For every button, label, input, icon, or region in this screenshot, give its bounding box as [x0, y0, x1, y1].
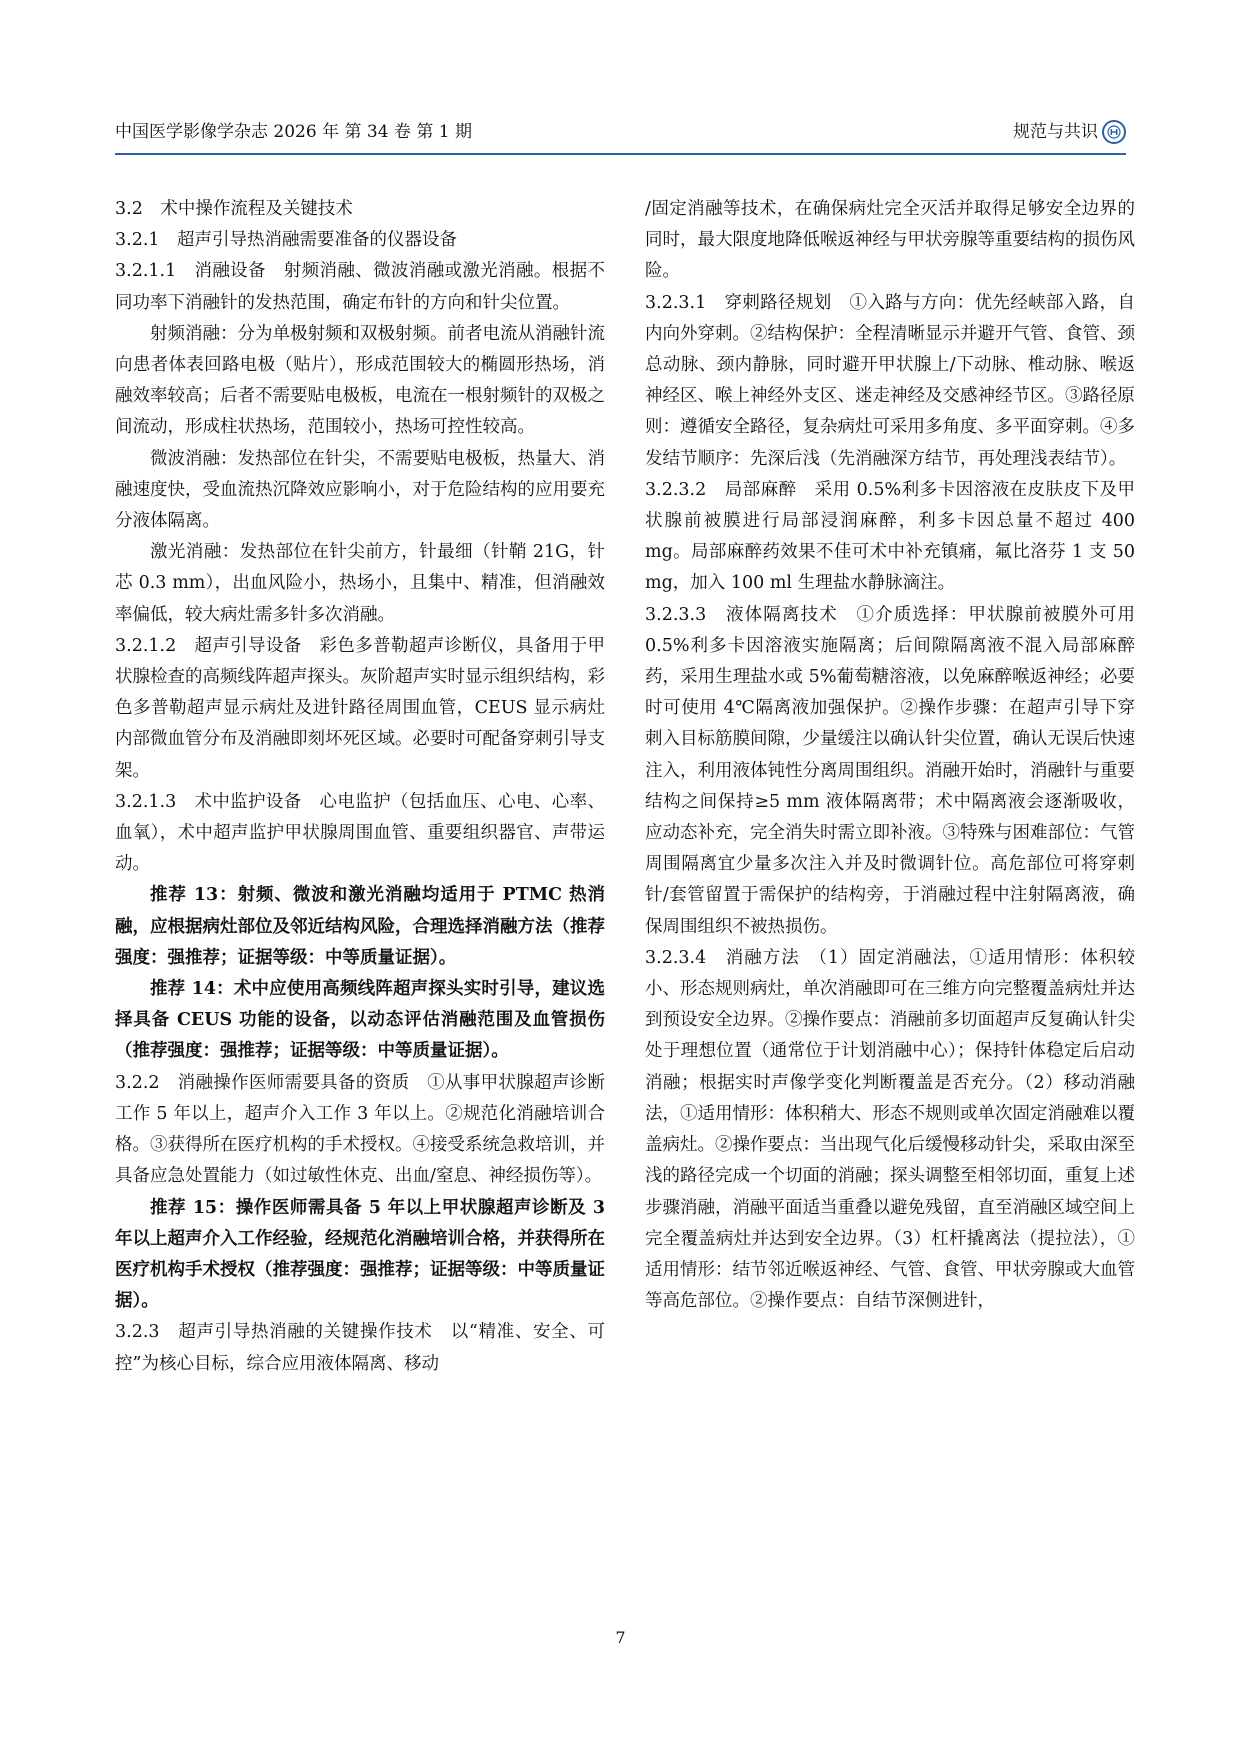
- header-rule: [115, 153, 1126, 155]
- journal-logo-icon: [1102, 120, 1126, 144]
- paragraph: 3.2.3 超声引导热消融的关键操作技术 以“精准、安全、可控”为核心目标，综合应用液体隔离、移动: [115, 1322, 605, 1374]
- running-header: [115, 118, 1126, 152]
- paragraph: 3.2.3.1 穿刺路径规划 ①入路与方向：优先经峡部入路，自内向外穿刺。②结构保护：全程清晰显示并避开气管、食管、颈总动脉、颈内静脉，同时避开甲状腺上/下动脉、椎动脉、喉返神经区、喉上神经外支区、迷走神经及交感神经节区。③路径原则：遵循安全路径，复杂病灶可采用多角度、多平面穿刺。④多发结节顺序：先深后浅（先消融深方结节，再处理浅表结节）。: [645, 292, 1135, 469]
- paragraph: 3.2.1.1 消融设备 射频消融、微波消融或激光消融。根据不同功率下消融针的发热范围，确定布针的方向和针尖位置。: [115, 261, 605, 313]
- journal-info: 中国医学影像学杂志 2026 年 第 34 卷 第 1 期: [115, 122, 472, 142]
- paragraph: /固定消融等技术，在确保病灶完全灭活并取得足够安全边界的同时，最大限度地降低喉返神经与甲状旁腺等重要结构的损伤风险。: [645, 199, 1135, 282]
- paragraph: 微波消融：发热部位在针尖，不需要贴电极板，热量大、消融速度快，受血流热沉降效应影响小，对于危险结构的应用要充分液体隔离。: [115, 448, 605, 532]
- right-column: [645, 194, 1135, 1317]
- section-label: 规范与共识: [1013, 122, 1098, 142]
- paragraph: 激光消融：发热部位在针尖前方，针最细（针鞘 21G，针芯 0.3 mm），出血风险小，热场小，且集中、精准，但消融效率偏低，较大病灶需多针多次消融。: [115, 542, 605, 625]
- paragraph: 3.2.1.2 超声引导设备 彩色多普勒超声诊断仪，具备用于甲状腺检查的高频线阵超声探头。灰阶超声实时显示组织结构，彩色多普勒超声显示病灶及进针路径周围血管，CEUS 显示病灶内部微血管分布及消融即刻坏死区域。必要时可配备穿刺引导支架。: [115, 635, 605, 781]
- recommendation-15: 推荐 15：操作医师需具备 5 年以上甲状腺超声诊断及 3 年以上超声介入工作经验，经规范化消融培训合格，并获得所在医疗机构手术授权（推荐强度：强推荐；证据等级：中等质量证据）。: [115, 1197, 605, 1312]
- paragraph: 3.2.3.3 液体隔离技术 ①介质选择：甲状腺前被膜外可用 0.5%利多卡因溶液实施隔离；后间隙隔离液不混入局部麻醉药，采用生理盐水或 5%葡萄糖溶液，以免麻醉喉返神经；必要时可使用 4℃隔离液加强保护。②操作步骤：在超声引导下穿刺入目标筋膜间隙，少量缓注以确认针尖位置，确认无误后快速注入，利用液体钝性分离周围组织。消融开始时，消融针与重要结构之间保持≥5 mm 液体隔离带；术中隔离液会逐渐吸收，应动态补充，完全消失时需立即补液。③特殊与困难部位：气管周围隔离宜少量多次注入并及时微调针位。高危部位可将穿刺针/套管留置于需保护的结构旁，于消融过程中注射隔离液，确保周围组织不被热损伤。: [645, 604, 1135, 937]
- section-label-group: [1013, 118, 1126, 146]
- paragraph: 射频消融：分为单极射频和双极射频。前者电流从消融针流向患者体表回路电极（贴片），形成范围较大的椭圆形热场，消融效率较高；后者不需要贴电极板，电流在一根射频针的双极之间流动，形成柱状热场，范围较小，热场可控性较高。: [115, 323, 605, 438]
- section-heading: 3.2 术中操作流程及关键技术: [115, 199, 353, 219]
- recommendation-13: 推荐 13：射频、微波和激光消融均适用于 PTMC 热消融，应根据病灶部位及邻近结构风险，合理选择消融方法（推荐强度：强推荐；证据等级：中等质量证据）。: [115, 885, 605, 968]
- paragraph: 3.2.1.3 术中监护设备 心电监护（包括血压、心电、心率、血氧），术中超声监护甲状腺周围血管、重要组织器官、声带运动。: [115, 791, 605, 875]
- recommendation-14: 推荐 14：术中应使用高频线阵超声探头实时引导，建议选择具备 CEUS 功能的设备，以动态评估消融范围及血管损伤（推荐强度：强推荐；证据等级：中等质量证据）。: [115, 979, 605, 1062]
- paragraph: 3.2.2 消融操作医师需要具备的资质 ①从事甲状腺超声诊断工作 5 年以上，超声介入工作 3 年以上。②规范化消融培训合格。③获得所在医疗机构的手术授权。④接受系统急救培训，并具备应急处置能力（如过敏性休克、出血/窒息、神经损伤等）。: [115, 1072, 605, 1187]
- paragraph: 3.2.3.4 消融方法 （1）固定消融法，①适用情形：体积较小、形态规则病灶，单次消融即可在三维方向完整覆盖病灶并达到预设安全边界。②操作要点：消融前多切面超声反复确认针尖处于理想位置（通常位于计划消融中心）；保持针体稳定后启动消融；根据实时声像学变化判断覆盖是否充分。（2）移动消融法，①适用情形：体积稍大、形态不规则或单次固定消融难以覆盖病灶。②操作要点：当出现气化后缓慢移动针尖，采取由深至浅的路径完成一个切面的消融；探头调整至相邻切面，重复上述步骤消融，消融平面适当重叠以避免残留，直至消融区域空间上完全覆盖病灶并达到安全边界。（3）杠杆撬离法（提拉法），①适用情形：结节邻近喉返神经、气管、食管、甲状旁腺或大血管等高危部位。②操作要点：自结节深侧进针，: [645, 947, 1135, 1312]
- subsection-heading: 3.2.1 超声引导热消融需要准备的仪器设备: [115, 230, 458, 251]
- left-column: [115, 194, 605, 1380]
- page-number: 7: [615, 1628, 626, 1647]
- paragraph: 3.2.3.2 局部麻醉 采用 0.5%利多卡因溶液在皮肤皮下及甲状腺前被膜进行局部浸润麻醉，利多卡因总量不超过 400 mg。局部麻醉药效果不佳可术中补充镇痛，氟比洛芬 1 支 50 mg，加入 100 ml 生理盐水静脉滴注。: [645, 479, 1135, 594]
